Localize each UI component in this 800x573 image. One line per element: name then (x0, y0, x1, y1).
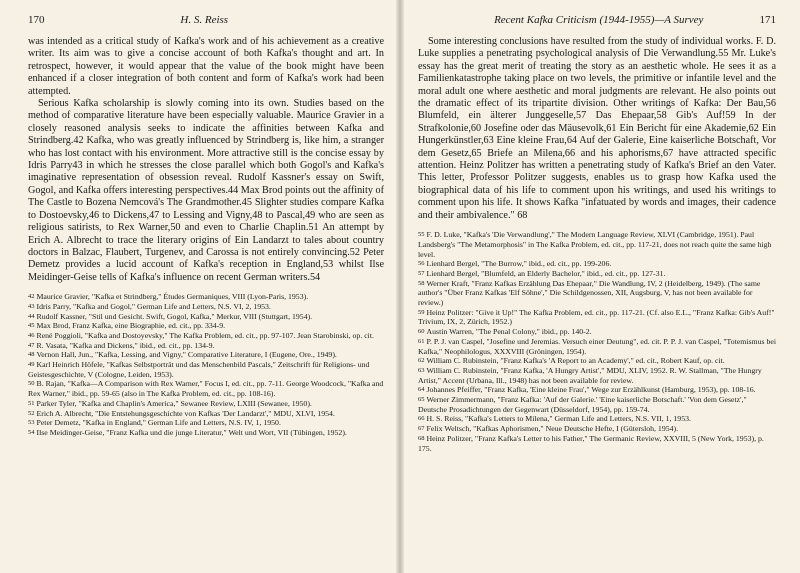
footnote: 67 Felix Weltsch, "Kafkas Aphorismen," Neue Deutsche Hefte, I (Gütersloh, 1954). (418, 424, 679, 434)
footnote: 55 F. D. Luke, "Kafka's 'Die Verwandlung'," The Modern Language Review, XLVI (Cambridge, 1951). Paul Landsberg's "The Metamorphosis" in The Kafka Problem, ed. cit., pp. 117-21, does not reach quite the same high level. (418, 230, 772, 259)
footnote: 42 Maurice Gravier, "Kafka et Strindberg," Études Germaniques, VIII (Lyon-Paris, 1953). (28, 292, 309, 302)
running-title: H. S. Reiss (180, 14, 229, 26)
right-page-header (418, 14, 776, 32)
footnote: 60 Austin Warren, "The Penal Colony," ibid., pp. 140-2. (418, 327, 592, 337)
left-footnotes (28, 292, 384, 438)
left-page-header (28, 14, 384, 32)
footnote: 43 Idris Parry, "Kafka and Gogol," German Life and Letters, N.S. VI, 2, 1953. (28, 301, 271, 311)
paragraph: Some interesting conclusions have resulted from the study of individual works. F. D. Luke supplies a penetrating psychological analysis of Die Verwandlung.55 Mr. Luke's essay has the great merit of treating the story as an aesthetic whole. He sees it as a Familienkatastrophe taking place on two levels, the primitive or infantile level and the moral adult one where aesthetic and moral judgments are relevant. He also points out the dramatic effect of its tripartite division. Other writings of Kafka: Der Bau,56 Blumfeld, ein älterer Junggeselle,57 Das Ehepaar,58 Gib's Auf!59 In der Strafkolonie,60 Josefine oder das Mäusevolk,61 Ein Bericht für eine Akademie,62 Ein Hungerkünstler,63 Eine kleine Frau,64 Auf der Galerie, Eine kaiserliche Botschaft, Vor dem Gesetz,65 Briefe an Milena,66 and his aphorisms,67 have attracted specific attention. Heinz Politzer has written a penetrating study of Kafka's Brief an den Vater. This letter, Professor Politzer suggests, enables us to grasp how Kafka used the biographical data of his life to comment upon his writings, and used his writings to comment upon his life. It shows Kafka "infatuated by words and images, their cadence and their ambivalence." 68 (418, 36, 776, 221)
footnote: 57 Lienhard Bergel, "Blumfeld, an Elderly Bachelor," ibid., ed. cit., pp. 127-31. (418, 268, 666, 278)
paragraph: Serious Kafka scholarship is slowly coming into its own. Studies based on the method of comparative literature have been especially valuable. Maurice Gravier in a closely reasoned analysis seeks to indicate the affinities between Kafka and Strindberg.42 Kafka, who was greatly influenced by Strindberg is, like him, a stranger who has lost contact with his environment. More attractive still is the concise essay by Idris Parry43 in which he stresses the close parallel which both Gogol's and Kafka's imaginative representation of obsession reveal. Rudolf Kassner's essay on Swift, Gogol, and Kafka offers interesting perspectives.44 Max Brod points out the affinity of The Castle to Bozena Nemcová's The Grandmother.45 Slighter studies compare Kafka to Dostoevsky,46 to Dickens,47 to Lessing and Vigny,48 to Pascal,49 who are seen as religious satirists, to Rex Warner,50 and even to Charlie Chaplin.51 An attempt by Erich A. Albrecht to trace the literary origins of Ein Landarzt to tales about country doctors in Balzac, Flaubert, Turgenev, and Carossa is not entirely convincing.52 Peter Demetz provides a lucid account of Kafka's reception in England,53 whilst Ilse Meidinger-Geise tells of Kafka's influence on recent German writers.54 (28, 98, 384, 283)
footnote: 47 R. Vasata, "Kafka and Dickens," ibid., ed. cit., pp. 134-9. (28, 340, 215, 350)
footnote: 58 Werner Kraft, "Franz Kafkas Erzählung Das Ehepaar," Die Wandlung, IV, 2 (Heidelberg, 1949). (The same author's "Über Franz Kafkas 'Elf Söhne'," Die Schildgenossen, XII, Augsburg, V, has not been available for review.) (418, 278, 761, 308)
footnote: 49 Karl Heinrich Höfele, "Kafkas Selbstporträt und das Menschenbild Pascals," Zeitschrift für Religions- und Geistesgeschichte, V (Cologne, Leiden, 1953). (28, 360, 370, 379)
page-number: 171 (759, 14, 776, 26)
right-body-text (418, 36, 776, 222)
footnote: 53 Peter Demetz, "Kafka in England," German Life and Letters, N.S. IV, 1, 1950. (28, 418, 281, 428)
footnote: 54 Ilse Meidinger-Geise, "Franz Kafka und die junge Literatur," Welt und Wort, VII (Tübingen, 1952). (28, 427, 347, 437)
book-gutter (396, 0, 404, 573)
footnote: 52 Erich A. Albrecht, "Die Entstehungsgeschichte von Kafkas 'Der Landarzt'," MDU, XLVI, 1954. (28, 408, 335, 418)
footnote: 51 Parker Tyler, "Kafka and Chaplin's America," Sewanee Review, LXIII (Sewanee, 1950). (28, 398, 312, 408)
footnote: 64 Johannes Pfeiffer, "Franz Kafka, 'Eine kleine Frau'," Wege zur Erzählkunst (Hamburg, 1953), pp. 108-16. (418, 385, 756, 395)
footnote: 62 William C. Rubinstein, "Franz Kafka's 'A Report to an Academy'," ed. cit., Robert Kauf, op. cit. (418, 356, 725, 366)
left-body-text (28, 36, 384, 284)
footnote: 50 B. Rajan, "Kafka—A Comparison with Rex Warner," Focus I, ed. cit., pp. 7-11. George Woodcock, "Kafka and Rex Warner," ibid., pp. 59-65 (also in The Kafka Problem, ed. cit., pp. 108-16). (28, 379, 384, 399)
page-number: 170 (28, 14, 45, 26)
footnote: 48 Vernon Hall, Jun., "Kafka, Lessing, and Vigny," Comparative Literature, I (Eugene, Ore., 1949). (28, 350, 337, 360)
footnote: 45 Max Brod, Franz Kafka, eine Biographie, ed. cit., pp. 334-9. (28, 321, 226, 331)
footnote: 61 P. P. J. van Caspel, "Josefine und Jeremias. Versuch einer Deutung", ed. cit. P. P. J. van Caspel, "Totemismus bei Kafka," Neophilologus, XXXVIII (Gröningen, 1954). (418, 336, 776, 356)
footnote: 56 Lienhard Bergel, "The Burrow," ibid., ed. cit., pp. 199-206. (418, 259, 612, 269)
footnote: 66 H. S. Reiss, "Kafka's Letters to Milena," German Life and Letters, N.S. VII, 1, 1953. (418, 414, 691, 424)
running-title: Recent Kafka Criticism (1944-1955)—A Survey (494, 14, 704, 26)
footnote: 65 Werner Zimmermann, "Franz Kafka: 'Auf der Galerie.' 'Eine kaiserliche Botschaft.' 'Von dem Gesetz'," Deutsche Prosadichtungen der Gegenwart (Düsseldorf, 1954), pp. 159-74. (418, 395, 747, 414)
footnote: 63 William C. Rubinstein, "Franz Kafka, 'A Hungry Artist'," MDU, XLIV, 1952. R. W. Stallman, "The Hungry Artist," Accent (Urbana, Ill., 1948) has not been available for review. (418, 365, 762, 385)
footnote: 44 Rudolf Kassner, "Stil und Gesicht. Swift, Gogol, Kafka," Merkur, VIII (Stuttgart, 1954). (28, 311, 313, 321)
paragraph: was intended as a critical study of Kafka's work and of his achievement as a creative writer. Its aim was to give a concise account of both Kafka's thought and art. In retrospect, however, it would appear that the value of the book might have been enhanced if a closer integration of both content and form of Kafka's work had been attempted. (28, 36, 384, 97)
footnote: 68 Heinz Politzer, "Franz Kafka's Letter to his Father," The Germanic Review, XXVIII, 5 (New York, 1953), p. 175. (418, 433, 764, 453)
footnote: 46 René Poggioli, "Kafka and Dostoyevsky," The Kafka Problem, ed. cit., pp. 97-107. Jean Starobinski, op. cit. (28, 330, 374, 340)
footnote: 59 Heinz Politzer: "Give it Up!" The Kafka Problem, ed. cit., pp. 117-21. (Cf. also E.L., "Franz Kafka: Gib's Auf!" Trivium, IX, 2, Zürich, 1952.) (418, 307, 775, 327)
right-footnotes (418, 230, 776, 453)
right-page (400, 0, 800, 573)
